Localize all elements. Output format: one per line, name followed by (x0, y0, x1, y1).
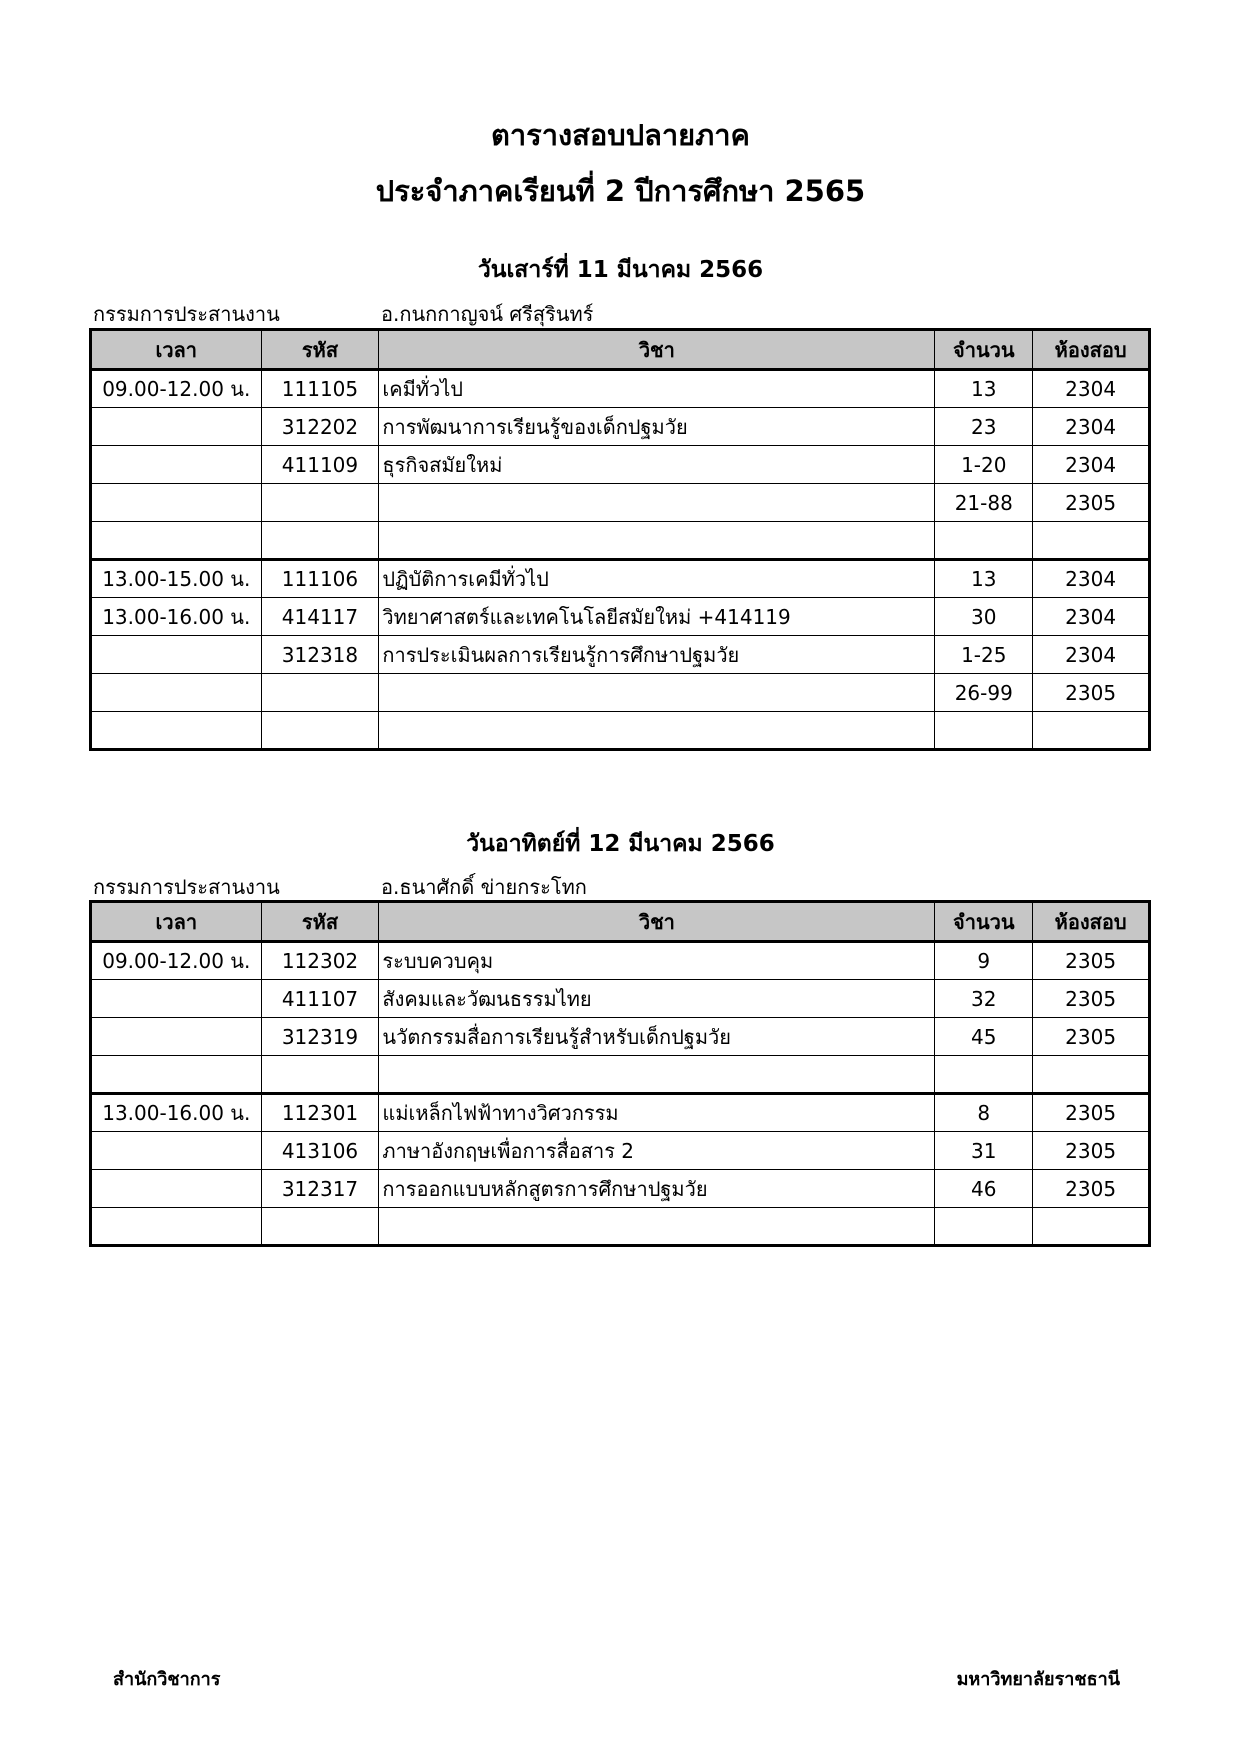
cell-code: 411109 (261, 446, 379, 484)
table-row (91, 1170, 1150, 1208)
cell-room: 2305 (1033, 980, 1150, 1018)
col-header-code: รหัส (261, 330, 379, 370)
day2-date: วันอาทิตย์ที่ 12 มีนาคม 2566 (466, 831, 775, 857)
cell-room (1033, 1208, 1150, 1246)
table-row (91, 1094, 1150, 1132)
cell-count (935, 712, 1033, 750)
cell-subject: เคมีทั่วไป (379, 370, 935, 408)
cell-room: 2305 (1033, 1170, 1150, 1208)
cell-room: 2304 (1033, 408, 1150, 446)
cell-room (1033, 712, 1150, 750)
cell-room: 2304 (1033, 636, 1150, 674)
cell-subject (379, 712, 935, 750)
cell-subject (379, 1056, 935, 1094)
col-header-count: จำนวน (935, 330, 1033, 370)
cell-code: 111105 (261, 370, 379, 408)
cell-count (935, 522, 1033, 560)
cell-subject: การประเมินผลการเรียนรู้การศึกษาปฐมวัย (379, 636, 935, 674)
table-row (91, 370, 1150, 408)
footer-university: มหาวิทยาลัยราชธานี (956, 1669, 1120, 1690)
cell-count: 45 (935, 1018, 1033, 1056)
cell-time (91, 484, 262, 522)
table-row (91, 1132, 1150, 1170)
cell-count: 46 (935, 1170, 1033, 1208)
cell-time (91, 636, 262, 674)
cell-count: 1-25 (935, 636, 1033, 674)
day2-schedule-table (89, 900, 1151, 1247)
table-header-row (91, 902, 1150, 942)
cell-subject (379, 522, 935, 560)
cell-room: 2305 (1033, 674, 1150, 712)
cell-subject: วิทยาศาสตร์และเทคโนโลยีสมัยใหม่ +414119 (379, 598, 935, 636)
cell-subject: นวัตกรรมสื่อการเรียนรู้สำหรับเด็กปฐมวัย (379, 1018, 935, 1056)
cell-code (261, 522, 379, 560)
cell-count (935, 1208, 1033, 1246)
cell-code: 111106 (261, 560, 379, 598)
cell-room: 2305 (1033, 1132, 1150, 1170)
table-row (91, 712, 1150, 750)
page-title: ตารางสอบปลายภาค (491, 118, 750, 152)
cell-count: 8 (935, 1094, 1033, 1132)
col-header-subject: วิชา (379, 330, 935, 370)
table-row (91, 1208, 1150, 1246)
cell-room: 2304 (1033, 560, 1150, 598)
table-row (91, 560, 1150, 598)
table-row (91, 408, 1150, 446)
cell-code (261, 712, 379, 750)
cell-time: 13.00-15.00 น. (91, 560, 262, 598)
cell-time: 09.00-12.00 น. (91, 370, 262, 408)
cell-subject: ระบบควบคุม (379, 942, 935, 980)
cell-count: 13 (935, 370, 1033, 408)
cell-count: 13 (935, 560, 1033, 598)
cell-subject: ธุรกิจสมัยใหม่ (379, 446, 935, 484)
col-header-room: ห้องสอบ (1033, 330, 1150, 370)
day1-schedule-table (89, 328, 1151, 751)
cell-time (91, 522, 262, 560)
cell-subject (379, 1208, 935, 1246)
col-header-time: เวลา (91, 902, 262, 942)
cell-time: 09.00-12.00 น. (91, 942, 262, 980)
col-header-time: เวลา (91, 330, 262, 370)
cell-room: 2305 (1033, 1018, 1150, 1056)
table-row (91, 636, 1150, 674)
cell-code (261, 674, 379, 712)
cell-count (935, 1056, 1033, 1094)
cell-time: 13.00-16.00 น. (91, 1094, 262, 1132)
col-header-room: ห้องสอบ (1033, 902, 1150, 942)
cell-subject: การออกแบบหลักสูตรการศึกษาปฐมวัย (379, 1170, 935, 1208)
cell-room: 2304 (1033, 598, 1150, 636)
cell-code (261, 1056, 379, 1094)
day1-coordinator-name: อ.กนกกาญจน์ ศรีสุรินทร์ (381, 302, 594, 326)
col-header-count: จำนวน (935, 902, 1033, 942)
cell-count: 31 (935, 1132, 1033, 1170)
cell-code: 413106 (261, 1132, 379, 1170)
cell-count: 9 (935, 942, 1033, 980)
cell-count: 21-88 (935, 484, 1033, 522)
cell-time (91, 408, 262, 446)
table-row (91, 598, 1150, 636)
cell-time (91, 1170, 262, 1208)
page-subtitle: ประจำภาคเรียนที่ 2 ปีการศึกษา 2565 (375, 174, 866, 208)
cell-room (1033, 1056, 1150, 1094)
cell-subject: แม่เหล็กไฟฟ้าทางวิศวกรรม (379, 1094, 935, 1132)
cell-code: 312318 (261, 636, 379, 674)
cell-code: 312202 (261, 408, 379, 446)
cell-time (91, 1208, 262, 1246)
cell-time (91, 980, 262, 1018)
cell-subject (379, 484, 935, 522)
col-header-subject: วิชา (379, 902, 935, 942)
table-row (91, 1056, 1150, 1094)
cell-room: 2304 (1033, 370, 1150, 408)
footer-office: สำนักวิชาการ (113, 1669, 221, 1690)
cell-room: 2305 (1033, 942, 1150, 980)
cell-time: 13.00-16.00 น. (91, 598, 262, 636)
cell-code: 414117 (261, 598, 379, 636)
table-row (91, 446, 1150, 484)
cell-subject: การพัฒนาการเรียนรู้ของเด็กปฐมวัย (379, 408, 935, 446)
cell-time (91, 446, 262, 484)
cell-time (91, 1132, 262, 1170)
cell-time (91, 674, 262, 712)
table-row (91, 674, 1150, 712)
cell-count: 32 (935, 980, 1033, 1018)
cell-count: 26-99 (935, 674, 1033, 712)
cell-subject: ภาษาอังกฤษเพื่อการสื่อสาร 2 (379, 1132, 935, 1170)
table-header-row (91, 330, 1150, 370)
cell-subject (379, 674, 935, 712)
day1-coordinator-label: กรรมการประสานงาน (93, 302, 280, 326)
day2-coordinator-label: กรรมการประสานงาน (93, 875, 280, 899)
col-header-code: รหัส (261, 902, 379, 942)
cell-subject: สังคมและวัฒนธรรมไทย (379, 980, 935, 1018)
table-row (91, 484, 1150, 522)
table-row (91, 942, 1150, 980)
cell-code: 112302 (261, 942, 379, 980)
cell-code: 312319 (261, 1018, 379, 1056)
cell-count: 1-20 (935, 446, 1033, 484)
table-row (91, 522, 1150, 560)
cell-code: 411107 (261, 980, 379, 1018)
day1-date: วันเสาร์ที่ 11 มีนาคม 2566 (477, 257, 764, 283)
cell-time (91, 1056, 262, 1094)
cell-code: 112301 (261, 1094, 379, 1132)
cell-time (91, 1018, 262, 1056)
table-row (91, 980, 1150, 1018)
cell-room (1033, 522, 1150, 560)
cell-code (261, 484, 379, 522)
cell-room: 2305 (1033, 1094, 1150, 1132)
table-row (91, 1018, 1150, 1056)
cell-room: 2305 (1033, 484, 1150, 522)
cell-code: 312317 (261, 1170, 379, 1208)
cell-time (91, 712, 262, 750)
cell-code (261, 1208, 379, 1246)
cell-count: 30 (935, 598, 1033, 636)
cell-count: 23 (935, 408, 1033, 446)
day2-coordinator-name: อ.ธนาศักดิ์ ข่ายกระโทก (381, 875, 587, 899)
cell-subject: ปฏิบัติการเคมีทั่วไป (379, 560, 935, 598)
cell-room: 2304 (1033, 446, 1150, 484)
